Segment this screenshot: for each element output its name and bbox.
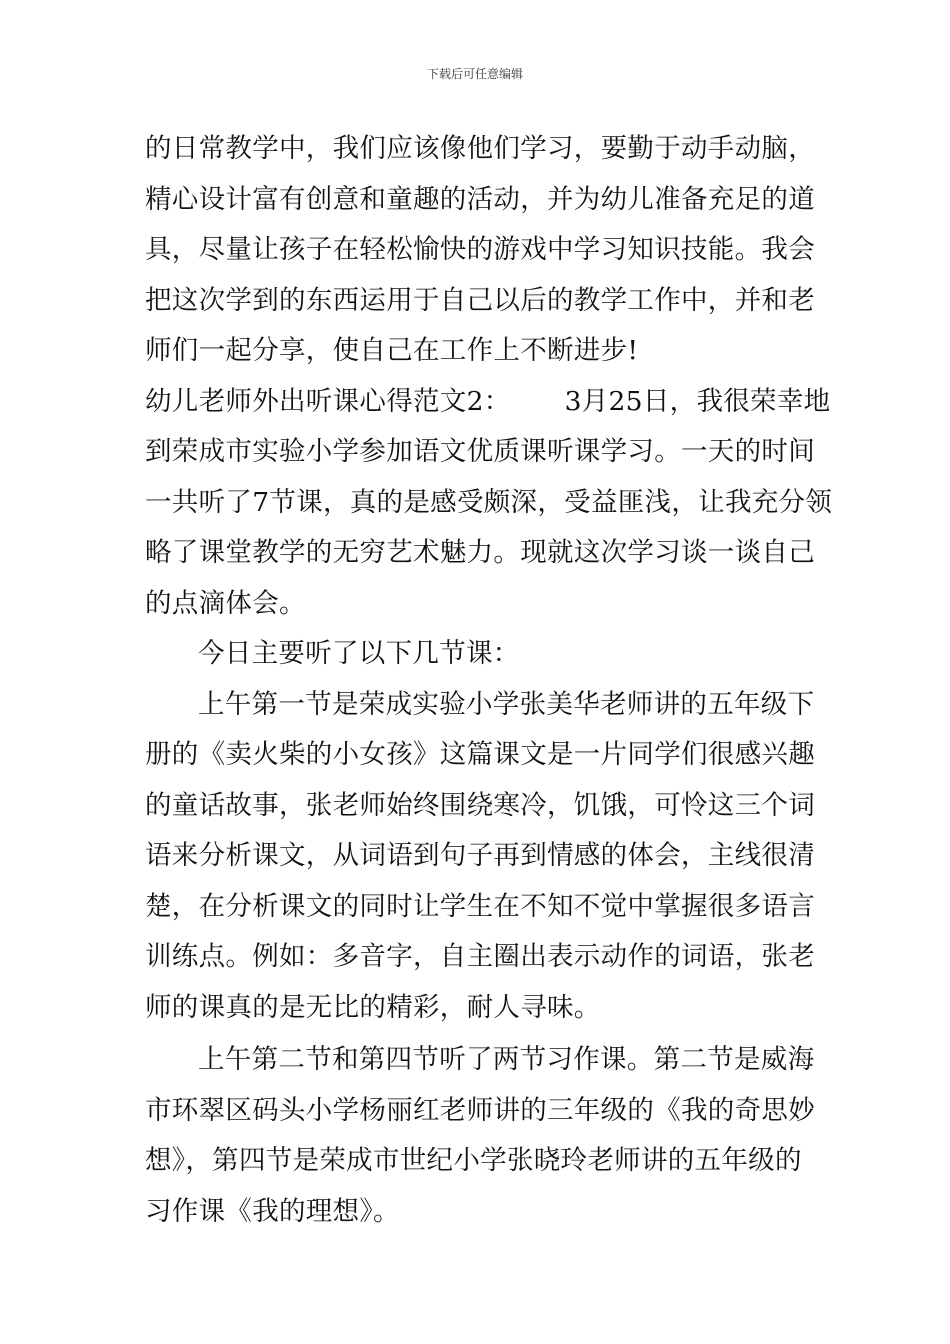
- text-fragment: 3月25日，我很荣幸地: [564, 385, 831, 417]
- text-line: 册的《卖火柴的小女孩》这篇课文是一片同学们很感兴趣: [145, 739, 815, 770]
- document-body: [145, 124, 833, 1237]
- text-line: 市环翠区码头小学杨丽红老师讲的三年级的《我的奇思妙: [145, 1094, 815, 1126]
- text-line: 习作课《我的理想》。: [145, 1195, 400, 1227]
- text-line: 上午第一节是荣成实验小学张美华老师讲的五年级下: [198, 688, 815, 720]
- text-line: 想》，第四节是荣成市世纪小学张晓玲老师讲的五年级的: [145, 1145, 802, 1176]
- text-line: 语来分析课文，从词语到句子再到情感的体会，主线很清: [145, 840, 815, 871]
- text-line: 把这次学到的东西运用于自己以后的教学工作中，并和老: [145, 284, 815, 316]
- text-line: 今日主要听了以下几节课：: [198, 638, 520, 669]
- text-line: 上午第二节和第四节听了两节习作课。第二节是威海: [198, 1044, 815, 1075]
- text-line: 楚，在分析课文的同时让学生在不知不觉中掌握很多语言: [145, 890, 815, 922]
- section-title: 幼儿老师外出听课心得范文2：: [145, 385, 511, 417]
- paragraph: [145, 680, 815, 1034]
- page-header: 下载后可任意编辑: [426, 67, 523, 81]
- text-line: 的日常教学中，我们应该像他们学习，要勤于动手动脑，: [145, 133, 815, 164]
- text-line: [145, 377, 831, 428]
- text-line: 略了课堂教学的无穷艺术魅力。现就这次学习谈一谈自己: [145, 537, 815, 568]
- paragraph: [145, 629, 807, 680]
- text-line: 精心设计富有创意和童趣的活动，并为幼儿准备充足的道: [145, 183, 815, 215]
- text-line: 师们一起分享，使自己在工作上不断进步!: [145, 335, 639, 366]
- paragraph: [145, 1035, 815, 1237]
- text-line: 具，尽量让孩子在轻松愉快的游戏中学习知识技能。我会: [145, 234, 815, 265]
- text-line: 的点滴体会。: [145, 587, 306, 619]
- text-line: 到荣成市实验小学参加语文优质课听课学习。一天的时间: [145, 436, 815, 467]
- paragraph: [145, 124, 815, 377]
- paragraph: [145, 377, 833, 630]
- text-line: 训练点。例如：多音字，自主圈出表示动作的词语，张老: [145, 941, 815, 972]
- text-line: 的童话故事，张老师始终围绕寒冷，饥饿，可怜这三个词: [145, 789, 815, 821]
- text-line: 师的课真的是无比的精彩，耐人寻味。: [145, 991, 601, 1023]
- text-line: 一共听了7节课，真的是感受颇深，受益匪浅，让我充分领: [145, 486, 833, 518]
